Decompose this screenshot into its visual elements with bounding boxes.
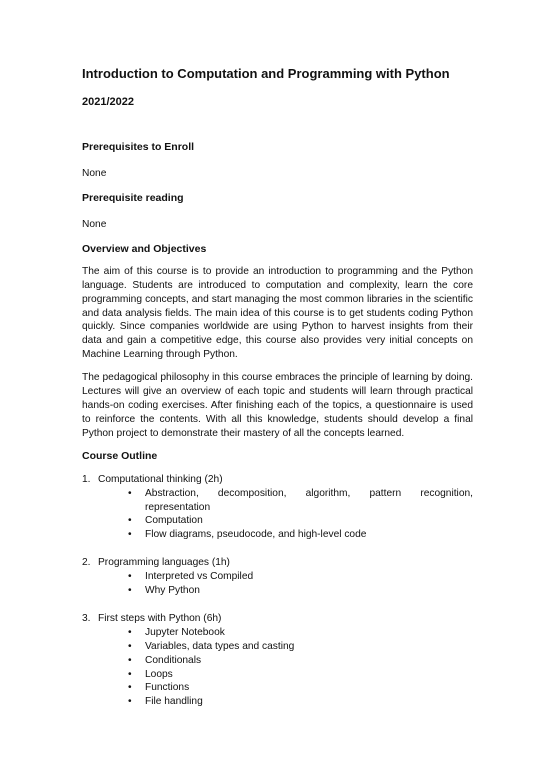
bullet-icon: • — [128, 487, 132, 499]
topic-text: Flow diagrams, pseudocode, and high-level code — [145, 529, 367, 541]
course-outline-list — [82, 473, 473, 710]
outline-module — [82, 473, 473, 543]
topic-text: Loops — [145, 668, 173, 680]
module-number: 3. — [82, 612, 91, 624]
topic-item — [82, 514, 473, 528]
academic-year: 2021/2022 — [82, 96, 134, 108]
document-content — [82, 66, 473, 723]
module-title: Programming languages (1h) — [98, 557, 230, 569]
topic-item — [82, 695, 473, 709]
module-title-line — [82, 612, 473, 626]
bullet-icon: • — [128, 668, 132, 680]
topic-item — [82, 668, 473, 682]
bullet-icon: • — [128, 682, 132, 694]
bullet-icon: • — [128, 696, 132, 708]
reading-heading: Prerequisite reading — [82, 191, 184, 204]
prerequisites-heading: Prerequisites to Enroll — [82, 141, 195, 153]
bullet-icon: • — [128, 529, 132, 541]
topic-item — [82, 584, 473, 598]
bullet-icon: • — [128, 626, 132, 638]
outline-module — [82, 556, 473, 598]
reading-value: None — [82, 218, 107, 230]
topic-item — [82, 528, 473, 542]
topic-text: Functions — [145, 682, 190, 694]
outline-heading: Course Outline — [82, 449, 158, 462]
topic-text: Abstraction, decomposition, algorithm, pattern recognition, — [145, 487, 473, 499]
topic-text: Why Python — [145, 585, 200, 597]
topic-text: Computation — [145, 515, 203, 527]
module-topics — [82, 487, 473, 543]
prerequisites-value: None — [82, 168, 107, 179]
bullet-icon: • — [128, 654, 132, 666]
topic-item — [82, 654, 473, 668]
document-title: Introduction to Computation and Programming with Python — [82, 66, 450, 81]
topic-item — [82, 681, 473, 695]
bullet-icon: • — [128, 571, 132, 583]
topic-text: Interpreted vs Compiled — [145, 571, 254, 583]
bullet-icon: • — [128, 640, 132, 652]
module-title: Computational thinking (2h) — [98, 473, 223, 485]
bullet-icon: • — [128, 515, 132, 527]
topic-item — [82, 626, 473, 640]
module-title: First steps with Python (6h) — [98, 612, 222, 624]
topic-text: Conditionals — [145, 654, 202, 666]
overview-heading: Overview and Objectives — [82, 242, 207, 255]
module-topics — [82, 626, 473, 709]
topic-text-continued: representation — [145, 501, 211, 513]
topic-text: File handling — [145, 696, 203, 708]
overview-paragraph: The aim of this course is to provide an introduction to programming and the Python language. Students are introduced to computation and complexity, learn the core programming concepts, and start managing the most common libraries in the scientific and data analysis fields. The main idea of this course is to get students coding Python quickly. Since companies worldwide are using Python to harvest insights from their data and gain a competitive edge, this course also provides very initial concepts on Machine Learning through Python. — [82, 265, 473, 361]
module-number: 2. — [82, 557, 91, 569]
topic-item — [82, 570, 473, 584]
topic-text: Variables, data types and casting — [145, 640, 295, 652]
topic-text: Jupyter Notebook — [145, 626, 225, 638]
overview-paragraph: The pedagogical philosophy in this course embraces the principle of learning by doing. Lectures will give an overview of each topic and students will learn through practical hands-on coding exercises. After finishing each of the topics, a questionnaire is used to reinforce the contents. With all this knowledge, students should develop a final Python project to demonstrate their mastery of all the concepts learned. — [82, 372, 473, 439]
module-number: 1. — [82, 473, 91, 485]
module-title-line — [82, 473, 473, 487]
bullet-icon: • — [128, 585, 132, 597]
module-title-line — [82, 556, 473, 570]
topic-item — [82, 640, 473, 654]
module-topics — [82, 570, 473, 598]
outline-module — [82, 612, 473, 709]
topic-item — [82, 487, 473, 515]
